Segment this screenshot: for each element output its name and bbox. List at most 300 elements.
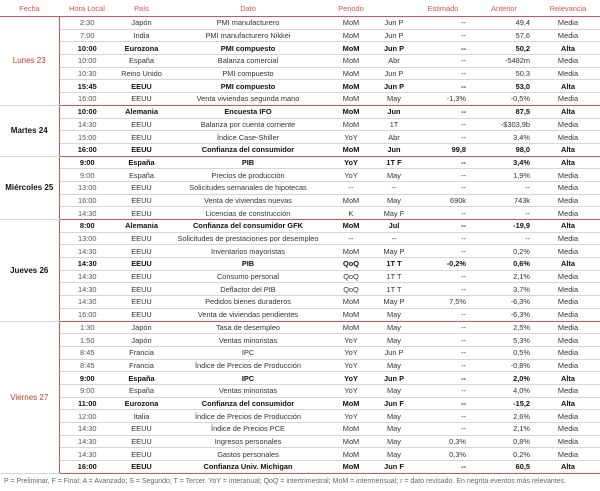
relevance-cell: Alta bbox=[536, 372, 600, 385]
period-cell: -- bbox=[374, 232, 414, 245]
time-cell: 16:00 bbox=[59, 461, 115, 474]
unit-cell: YoY bbox=[328, 334, 374, 347]
country-cell: Italia bbox=[115, 410, 168, 423]
estimate-cell: -- bbox=[414, 17, 472, 30]
country-cell: Japón bbox=[115, 321, 168, 334]
table-row bbox=[0, 359, 600, 372]
country-cell: EEUU bbox=[115, 296, 168, 309]
previous-cell: 2,0% bbox=[472, 372, 536, 385]
unit-cell: MoM bbox=[328, 448, 374, 461]
period-cell: May bbox=[374, 435, 414, 448]
event-cell: Solicitudes semanales de hipotecas bbox=[168, 181, 328, 194]
table-row bbox=[0, 296, 600, 309]
previous-cell: 0,8% bbox=[472, 435, 536, 448]
time-cell: 13:00 bbox=[59, 181, 115, 194]
time-cell: 14:30 bbox=[59, 448, 115, 461]
period-cell: 1T T bbox=[374, 283, 414, 296]
country-cell: España bbox=[115, 384, 168, 397]
day-label: Martes 24 bbox=[0, 105, 59, 156]
col-relevancia: Relevancia bbox=[536, 0, 600, 17]
table-row bbox=[0, 93, 600, 106]
event-cell: Confianza Univ. Michigan bbox=[168, 461, 328, 474]
unit-cell: YoY bbox=[328, 384, 374, 397]
event-cell: Solicitudes de prestaciones por desempleo bbox=[168, 232, 328, 245]
estimate-cell: -- bbox=[414, 207, 472, 220]
unit-cell: MoM bbox=[328, 67, 374, 80]
unit-cell: MoM bbox=[328, 143, 374, 156]
time-cell: 14:30 bbox=[59, 435, 115, 448]
country-cell: España bbox=[115, 156, 168, 169]
col-periodo-2 bbox=[374, 0, 414, 17]
event-cell: Venta de viviendas nuevas bbox=[168, 194, 328, 207]
event-cell: Venta de viviendas pendientes bbox=[168, 308, 328, 321]
period-cell: 1T T bbox=[374, 270, 414, 283]
unit-cell: MoM bbox=[328, 194, 374, 207]
estimate-cell: -- bbox=[414, 169, 472, 182]
time-cell: 10:30 bbox=[59, 67, 115, 80]
unit-cell: QoQ bbox=[328, 283, 374, 296]
previous-cell: -0,8% bbox=[472, 359, 536, 372]
relevance-cell: Media bbox=[536, 448, 600, 461]
country-cell: España bbox=[115, 55, 168, 68]
estimate-cell: -- bbox=[414, 245, 472, 258]
country-cell: EEUU bbox=[115, 461, 168, 474]
previous-cell: -- bbox=[472, 207, 536, 220]
country-cell: EEUU bbox=[115, 232, 168, 245]
estimate-cell: -- bbox=[414, 321, 472, 334]
estimate-cell: -- bbox=[414, 55, 472, 68]
country-cell: EEUU bbox=[115, 118, 168, 131]
event-cell: PIB bbox=[168, 258, 328, 271]
country-cell: Eurozona bbox=[115, 397, 168, 410]
time-cell: 9:00 bbox=[59, 384, 115, 397]
previous-cell: 49,4 bbox=[472, 17, 536, 30]
estimate-cell: -- bbox=[414, 156, 472, 169]
event-cell: Confianza del consumidor bbox=[168, 397, 328, 410]
relevance-cell: Media bbox=[536, 334, 600, 347]
relevance-cell: Media bbox=[536, 308, 600, 321]
event-cell: IPC bbox=[168, 372, 328, 385]
time-cell: 11:00 bbox=[59, 397, 115, 410]
time-cell: 9:00 bbox=[59, 156, 115, 169]
unit-cell: YoY bbox=[328, 156, 374, 169]
time-cell: 2:30 bbox=[59, 17, 115, 30]
time-cell: 16:00 bbox=[59, 308, 115, 321]
unit-cell: MoM bbox=[328, 220, 374, 233]
previous-cell: -- bbox=[472, 181, 536, 194]
unit-cell: YoY bbox=[328, 131, 374, 144]
event-cell: Consumo personal bbox=[168, 270, 328, 283]
period-cell: May bbox=[374, 194, 414, 207]
table-row bbox=[0, 169, 600, 182]
period-cell: May bbox=[374, 410, 414, 423]
estimate-cell: -- bbox=[414, 29, 472, 42]
relevance-cell: Alta bbox=[536, 143, 600, 156]
estimate-cell: -1,3% bbox=[414, 93, 472, 106]
col-pais: País bbox=[115, 0, 168, 17]
relevance-cell: Media bbox=[536, 410, 600, 423]
event-cell: Ingresos personales bbox=[168, 435, 328, 448]
unit-cell: MoM bbox=[328, 80, 374, 93]
unit-cell: MoM bbox=[328, 29, 374, 42]
event-cell: PIB bbox=[168, 156, 328, 169]
country-cell: Eurozona bbox=[115, 42, 168, 55]
estimate-cell: -- bbox=[414, 334, 472, 347]
table-row bbox=[0, 194, 600, 207]
event-cell: PMI manufacturero Nikkei bbox=[168, 29, 328, 42]
unit-cell: MoM bbox=[328, 17, 374, 30]
country-cell: Japón bbox=[115, 334, 168, 347]
estimate-cell: -- bbox=[414, 397, 472, 410]
previous-cell: 2,1% bbox=[472, 423, 536, 436]
previous-cell: 0,5% bbox=[472, 346, 536, 359]
time-cell: 8:45 bbox=[59, 346, 115, 359]
time-cell: 9:00 bbox=[59, 169, 115, 182]
table-row bbox=[0, 461, 600, 474]
estimate-cell: -- bbox=[414, 346, 472, 359]
time-cell: 7:00 bbox=[59, 29, 115, 42]
estimate-cell: -- bbox=[414, 410, 472, 423]
event-cell: Balanza por cuenta corriente bbox=[168, 118, 328, 131]
table-row bbox=[0, 207, 600, 220]
unit-cell: -- bbox=[328, 232, 374, 245]
estimate-cell: 690k bbox=[414, 194, 472, 207]
table-row bbox=[0, 156, 600, 169]
col-fecha: Fecha bbox=[0, 0, 59, 17]
period-cell: Abr bbox=[374, 131, 414, 144]
relevance-cell: Media bbox=[536, 435, 600, 448]
country-cell: EEUU bbox=[115, 181, 168, 194]
calendar-body bbox=[0, 17, 600, 474]
event-cell: PMI compuesto bbox=[168, 80, 328, 93]
time-cell: 14:30 bbox=[59, 423, 115, 436]
event-cell: Confianza del consumidor GFK bbox=[168, 220, 328, 233]
time-cell: 15:45 bbox=[59, 80, 115, 93]
estimate-cell: -- bbox=[414, 131, 472, 144]
country-cell: EEUU bbox=[115, 93, 168, 106]
period-cell: May bbox=[374, 423, 414, 436]
country-cell: EEUU bbox=[115, 245, 168, 258]
event-cell: Índice Case-Shiller bbox=[168, 131, 328, 144]
table-row bbox=[0, 17, 600, 30]
country-cell: EEUU bbox=[115, 143, 168, 156]
relevance-cell: Alta bbox=[536, 42, 600, 55]
period-cell: Abr bbox=[374, 55, 414, 68]
country-cell: EEUU bbox=[115, 435, 168, 448]
country-cell: Francia bbox=[115, 359, 168, 372]
previous-cell: -$303,9b bbox=[472, 118, 536, 131]
period-cell: May bbox=[374, 359, 414, 372]
relevance-cell: Alta bbox=[536, 220, 600, 233]
header-row bbox=[0, 0, 600, 17]
country-cell: Japón bbox=[115, 17, 168, 30]
event-cell: Inventarios mayoristas bbox=[168, 245, 328, 258]
previous-cell: -19,9 bbox=[472, 220, 536, 233]
previous-cell: -5482m bbox=[472, 55, 536, 68]
unit-cell: MoM bbox=[328, 42, 374, 55]
col-periodo: Periodo bbox=[328, 0, 374, 17]
unit-cell: MoM bbox=[328, 461, 374, 474]
country-cell: India bbox=[115, 29, 168, 42]
previous-cell: 5,3% bbox=[472, 334, 536, 347]
table-row bbox=[0, 270, 600, 283]
time-cell: 9:00 bbox=[59, 372, 115, 385]
time-cell: 16:00 bbox=[59, 93, 115, 106]
table-row bbox=[0, 80, 600, 93]
previous-cell: -- bbox=[472, 232, 536, 245]
previous-cell: 2,6% bbox=[472, 410, 536, 423]
event-cell: Índice de Precios de Producción bbox=[168, 410, 328, 423]
previous-cell: 4,0% bbox=[472, 384, 536, 397]
period-cell: Jun P bbox=[374, 67, 414, 80]
table-row bbox=[0, 308, 600, 321]
country-cell: EEUU bbox=[115, 80, 168, 93]
time-cell: 14:30 bbox=[59, 283, 115, 296]
country-cell: Alemania bbox=[115, 105, 168, 118]
time-cell: 16:00 bbox=[59, 143, 115, 156]
period-cell: Jun P bbox=[374, 29, 414, 42]
unit-cell: YoY bbox=[328, 372, 374, 385]
period-cell: May bbox=[374, 308, 414, 321]
relevance-cell: Media bbox=[536, 181, 600, 194]
previous-cell: -0,5% bbox=[472, 93, 536, 106]
table-row bbox=[0, 118, 600, 131]
country-cell: Francia bbox=[115, 346, 168, 359]
estimate-cell: 7,5% bbox=[414, 296, 472, 309]
estimate-cell: 0,3% bbox=[414, 435, 472, 448]
estimate-cell: -- bbox=[414, 270, 472, 283]
estimate-cell: -0,2% bbox=[414, 258, 472, 271]
unit-cell: YoY bbox=[328, 359, 374, 372]
relevance-cell: Media bbox=[536, 194, 600, 207]
table-row bbox=[0, 67, 600, 80]
estimate-cell: -- bbox=[414, 283, 472, 296]
time-cell: 14:30 bbox=[59, 270, 115, 283]
relevance-cell: Media bbox=[536, 321, 600, 334]
table-row bbox=[0, 220, 600, 233]
previous-cell: 2,1% bbox=[472, 270, 536, 283]
time-cell: 15:00 bbox=[59, 131, 115, 144]
time-cell: 12:00 bbox=[59, 410, 115, 423]
unit-cell: MoM bbox=[328, 55, 374, 68]
previous-cell: 0,6% bbox=[472, 258, 536, 271]
estimate-cell: -- bbox=[414, 105, 472, 118]
unit-cell: MoM bbox=[328, 93, 374, 106]
country-cell: EEUU bbox=[115, 194, 168, 207]
event-cell: Ventas minoristas bbox=[168, 334, 328, 347]
unit-cell: MoM bbox=[328, 435, 374, 448]
period-cell: Jun P bbox=[374, 372, 414, 385]
col-estimado: Estimado bbox=[414, 0, 472, 17]
unit-cell: MoM bbox=[328, 321, 374, 334]
event-cell: Gastos personales bbox=[168, 448, 328, 461]
unit-cell: -- bbox=[328, 181, 374, 194]
time-cell: 1:30 bbox=[59, 321, 115, 334]
estimate-cell: -- bbox=[414, 423, 472, 436]
event-cell: Índice de Precios PCE bbox=[168, 423, 328, 436]
estimate-cell: 99,8 bbox=[414, 143, 472, 156]
unit-cell: YoY bbox=[328, 346, 374, 359]
relevance-cell: Media bbox=[536, 270, 600, 283]
period-cell: May bbox=[374, 334, 414, 347]
estimate-cell: -- bbox=[414, 461, 472, 474]
period-cell: May P bbox=[374, 296, 414, 309]
table-row bbox=[0, 435, 600, 448]
country-cell: España bbox=[115, 169, 168, 182]
event-cell: IPC bbox=[168, 346, 328, 359]
previous-cell: 3,7% bbox=[472, 283, 536, 296]
table-row bbox=[0, 321, 600, 334]
country-cell: EEUU bbox=[115, 270, 168, 283]
previous-cell: -6,3% bbox=[472, 296, 536, 309]
relevance-cell: Alta bbox=[536, 80, 600, 93]
event-cell: Índice de Precios de Producción bbox=[168, 359, 328, 372]
period-cell: May F bbox=[374, 207, 414, 220]
table-row bbox=[0, 42, 600, 55]
table-row bbox=[0, 181, 600, 194]
country-cell: España bbox=[115, 372, 168, 385]
period-cell: Jun F bbox=[374, 397, 414, 410]
table-row bbox=[0, 346, 600, 359]
period-cell: Jun P bbox=[374, 17, 414, 30]
country-cell: Alemania bbox=[115, 220, 168, 233]
period-cell: May bbox=[374, 384, 414, 397]
relevance-cell: Media bbox=[536, 169, 600, 182]
period-cell: May bbox=[374, 93, 414, 106]
country-cell: EEUU bbox=[115, 131, 168, 144]
event-cell: Pedidos bienes duraderos bbox=[168, 296, 328, 309]
period-cell: Jun bbox=[374, 143, 414, 156]
period-cell: May bbox=[374, 448, 414, 461]
unit-cell: YoY bbox=[328, 410, 374, 423]
relevance-cell: Alta bbox=[536, 461, 600, 474]
relevance-cell: Media bbox=[536, 346, 600, 359]
country-cell: EEUU bbox=[115, 283, 168, 296]
relevance-cell: Media bbox=[536, 55, 600, 68]
day-label: Miércoles 25 bbox=[0, 156, 59, 219]
period-cell: Jun P bbox=[374, 346, 414, 359]
event-cell: PMI compuesto bbox=[168, 67, 328, 80]
relevance-cell: Media bbox=[536, 131, 600, 144]
previous-cell: 2,5% bbox=[472, 321, 536, 334]
unit-cell: K bbox=[328, 207, 374, 220]
unit-cell: QoQ bbox=[328, 258, 374, 271]
table-row bbox=[0, 283, 600, 296]
previous-cell: 0,2% bbox=[472, 245, 536, 258]
event-cell: Encuesta IFO bbox=[168, 105, 328, 118]
estimate-cell: -- bbox=[414, 67, 472, 80]
time-cell: 13:00 bbox=[59, 232, 115, 245]
previous-cell: 98,0 bbox=[472, 143, 536, 156]
time-cell: 8:00 bbox=[59, 220, 115, 233]
period-cell: May bbox=[374, 169, 414, 182]
unit-cell: MoM bbox=[328, 118, 374, 131]
time-cell: 14:30 bbox=[59, 258, 115, 271]
country-cell: EEUU bbox=[115, 448, 168, 461]
table-row bbox=[0, 258, 600, 271]
relevance-cell: Media bbox=[536, 232, 600, 245]
table-row bbox=[0, 245, 600, 258]
country-cell: EEUU bbox=[115, 207, 168, 220]
event-cell: Licencias de construcción bbox=[168, 207, 328, 220]
event-cell: Tasa de desempleo bbox=[168, 321, 328, 334]
unit-cell: MoM bbox=[328, 397, 374, 410]
table-row bbox=[0, 384, 600, 397]
previous-cell: 3,4% bbox=[472, 131, 536, 144]
footer-note: P = Preliminar, F = Final; A = Avanzado; S = Segundo; T = Tercer. YoY = interanual; QoQ = intertrimestral; MoM = intermensual; r = dato revisado. En negrita eventos más relevantes. bbox=[4, 477, 567, 485]
day-label: Jueves 26 bbox=[0, 220, 59, 322]
table-row bbox=[0, 372, 600, 385]
time-cell: 14:30 bbox=[59, 118, 115, 131]
time-cell: 8:45 bbox=[59, 359, 115, 372]
period-cell: 1T bbox=[374, 118, 414, 131]
relevance-cell: Media bbox=[536, 207, 600, 220]
previous-cell: 50,2 bbox=[472, 42, 536, 55]
previous-cell: -15,2 bbox=[472, 397, 536, 410]
unit-cell: YoY bbox=[328, 169, 374, 182]
relevance-cell: Media bbox=[536, 423, 600, 436]
period-cell: Jul bbox=[374, 220, 414, 233]
country-cell: Reino Unido bbox=[115, 67, 168, 80]
previous-cell: 60,5 bbox=[472, 461, 536, 474]
table-row bbox=[0, 143, 600, 156]
unit-cell: MoM bbox=[328, 296, 374, 309]
period-cell: May P bbox=[374, 245, 414, 258]
relevance-cell: Media bbox=[536, 67, 600, 80]
period-cell: May bbox=[374, 321, 414, 334]
table-row bbox=[0, 410, 600, 423]
estimate-cell: -- bbox=[414, 118, 472, 131]
country-cell: EEUU bbox=[115, 258, 168, 271]
estimate-cell: -- bbox=[414, 181, 472, 194]
previous-cell: 50,3 bbox=[472, 67, 536, 80]
event-cell: PMI manufacturero bbox=[168, 17, 328, 30]
time-cell: 14:30 bbox=[59, 245, 115, 258]
period-cell: Jun bbox=[374, 105, 414, 118]
relevance-cell: Media bbox=[536, 17, 600, 30]
estimate-cell: -- bbox=[414, 232, 472, 245]
time-cell: 10:00 bbox=[59, 42, 115, 55]
event-cell: Precios de producción bbox=[168, 169, 328, 182]
table-row bbox=[0, 131, 600, 144]
relevance-cell: Media bbox=[536, 296, 600, 309]
period-cell: 1T F bbox=[374, 156, 414, 169]
event-cell: Ventas minoristas bbox=[168, 384, 328, 397]
estimate-cell: -- bbox=[414, 42, 472, 55]
estimate-cell: -- bbox=[414, 80, 472, 93]
previous-cell: 57,6 bbox=[472, 29, 536, 42]
relevance-cell: Media bbox=[536, 93, 600, 106]
unit-cell: MoM bbox=[328, 245, 374, 258]
previous-cell: 743k bbox=[472, 194, 536, 207]
unit-cell: MoM bbox=[328, 105, 374, 118]
relevance-cell: Media bbox=[536, 118, 600, 131]
period-cell: Jun F bbox=[374, 461, 414, 474]
estimate-cell: -- bbox=[414, 220, 472, 233]
previous-cell: -6,3% bbox=[472, 308, 536, 321]
relevance-cell: Media bbox=[536, 384, 600, 397]
relevance-cell: Alta bbox=[536, 105, 600, 118]
relevance-cell: Alta bbox=[536, 258, 600, 271]
col-anterior: Anterior bbox=[472, 0, 536, 17]
table-row bbox=[0, 423, 600, 436]
estimate-cell: 0,3% bbox=[414, 448, 472, 461]
table-row bbox=[0, 448, 600, 461]
previous-cell: 3,4% bbox=[472, 156, 536, 169]
estimate-cell: -- bbox=[414, 308, 472, 321]
col-hora: Hora Local bbox=[59, 0, 115, 17]
period-cell: Jun P bbox=[374, 80, 414, 93]
